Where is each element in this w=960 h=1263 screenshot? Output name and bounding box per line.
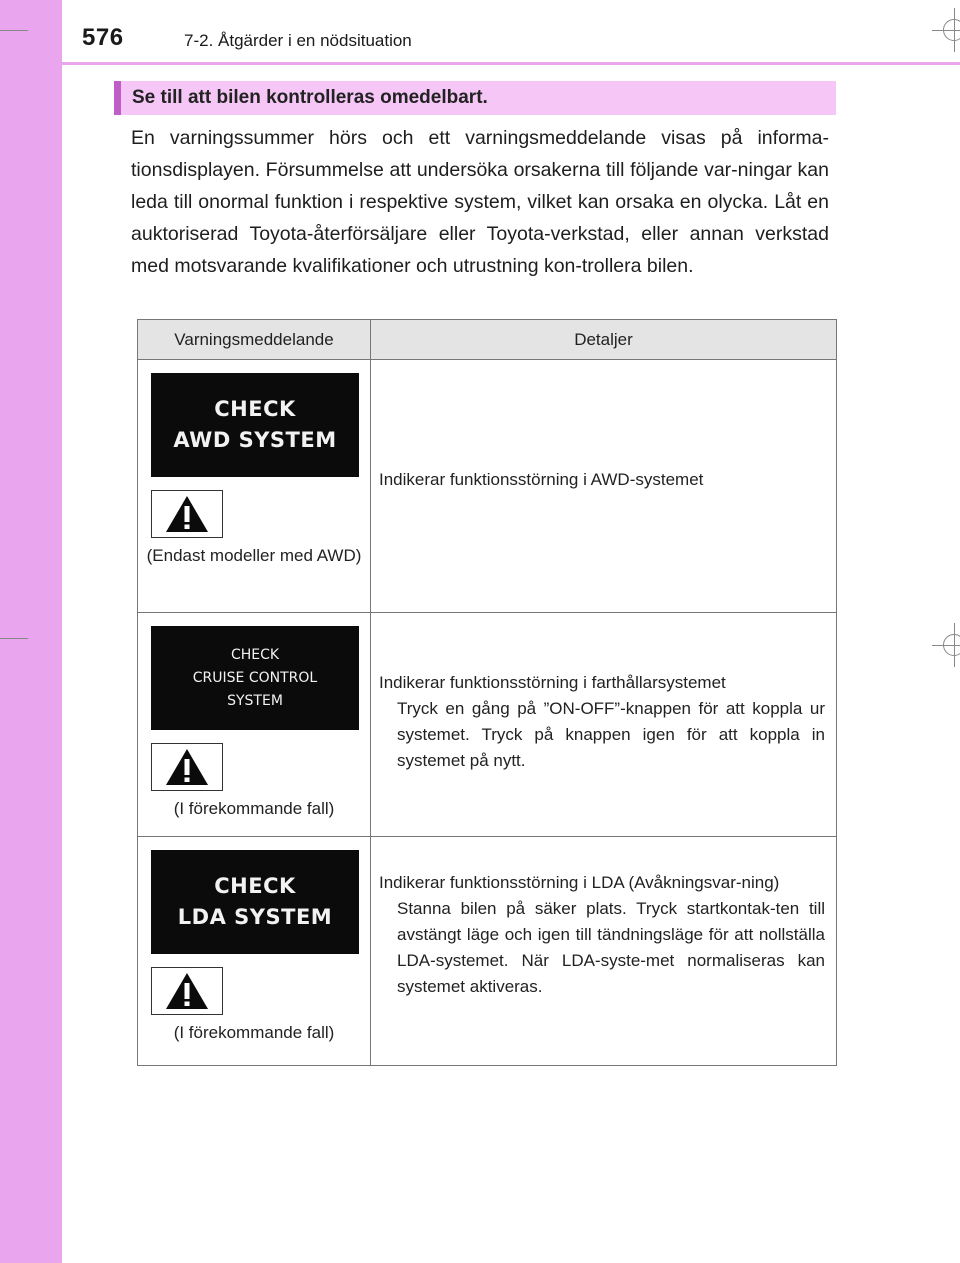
display-line: CHECK (214, 874, 296, 898)
registration-mark (943, 634, 960, 656)
column-header-details: Detaljer (371, 320, 837, 360)
registration-mark (954, 8, 955, 52)
detail-main-text: Indikerar funktionsstörning i LDA (Avåkningsvar-ning) (379, 873, 780, 892)
row-caption: (I förekommande fall) (173, 799, 335, 818)
display-line: CHECK (214, 397, 296, 421)
crop-mark (0, 638, 28, 639)
detail-main-text: Indikerar funktionsstörning i AWD-systemet (379, 470, 704, 489)
display-line: LDA SYSTEM (177, 905, 333, 929)
detail-main-text: Indikerar funktionsstörning i farthållarsystemet (379, 673, 726, 692)
display-line: CHECK (230, 646, 280, 663)
table-row (138, 360, 837, 613)
detail-sub-text: Tryck en gång på ”ON-OFF”-knappen för att koppla ur systemet. Tryck på knappen igen för att koppla in systemet på nytt. (397, 699, 825, 770)
registration-mark (954, 623, 955, 667)
intro-paragraph: En varningssummer hörs och ett varningsmeddelande visas på informa-tionsdisplayen. Försummelse att undersöka orsakerna till följande var-ningar kan leda till onormal funktion i respektive system, vilket kan orsaka en olycka. Låt en auktoriserad Toyota-återförsäljare eller Toyota-verkstad, eller annan verkstad med motsvarande kvalifikationer och utrustning kon-trollera bilen. (131, 127, 829, 277)
crop-mark (0, 30, 28, 31)
detail-cell (371, 837, 837, 1066)
message-cell (138, 613, 371, 837)
table-row (138, 613, 837, 837)
warning-triangle-icon (151, 743, 223, 791)
display-line: CRUISE CONTROL (192, 669, 318, 686)
display-check-cruise-control-system (151, 626, 359, 730)
warning-message-table (137, 319, 837, 1066)
section-banner-bar (114, 81, 121, 115)
display-line: SYSTEM (227, 692, 283, 709)
warning-triangle-icon (151, 490, 223, 538)
warning-triangle-icon (151, 967, 223, 1015)
message-cell (138, 360, 371, 613)
column-header-message: Varningsmeddelande (138, 320, 371, 360)
page-number: 576 (82, 24, 124, 51)
registration-mark (943, 19, 960, 41)
side-color-band (0, 0, 62, 1263)
chapter-title: 7-2. Åtgärder i en nödsituation (184, 31, 412, 50)
display-check-lda-system (151, 850, 359, 954)
section-banner (114, 81, 836, 115)
detail-cell (371, 360, 837, 613)
header-rule (62, 62, 960, 65)
table-row (138, 837, 837, 1066)
detail-cell (371, 613, 837, 837)
detail-sub-text: Stanna bilen på säker plats. Tryck startkontak-ten till avstängt läge och igen till tändningsläge för att nollställa LDA-systemet. När LDA-syste-met normaliseras kan systemet aktiveras. (397, 899, 825, 996)
display-check-awd-system (151, 373, 359, 477)
row-caption: (I förekommande fall) (173, 1023, 335, 1042)
section-title: Se till att bilen kontrolleras omedelbart. (132, 87, 488, 108)
message-cell (138, 837, 371, 1066)
row-caption: (Endast modeller med AWD) (146, 546, 362, 565)
display-line: AWD SYSTEM (173, 428, 337, 452)
table-header-row (138, 320, 837, 360)
